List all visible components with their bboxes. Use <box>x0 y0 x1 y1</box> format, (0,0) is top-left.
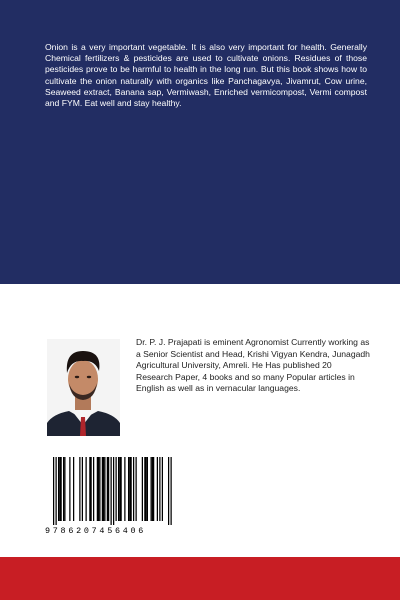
barcode-bar <box>128 457 129 521</box>
barcode-bar <box>129 457 130 521</box>
author-portrait-image <box>47 339 120 436</box>
isbn-barcode <box>45 457 179 539</box>
barcode-bar <box>89 457 90 521</box>
barcode-bar <box>147 457 148 521</box>
barcode-bar <box>64 457 65 521</box>
barcode-bar <box>69 457 70 521</box>
barcode-bar <box>111 457 112 525</box>
barcode-bar <box>151 457 152 521</box>
barcode-bar <box>159 457 160 521</box>
barcode-bar <box>146 457 147 521</box>
barcode-bar <box>63 457 64 521</box>
barcode-bar <box>103 457 104 521</box>
barcode-bar <box>157 457 158 521</box>
barcode-bar <box>108 457 109 521</box>
barcode-bar <box>53 457 54 525</box>
barcode-bar <box>152 457 153 521</box>
barcode-bar <box>142 457 143 521</box>
barcode-bar <box>82 457 83 521</box>
barcode-bar <box>98 457 99 521</box>
barcode-bar <box>162 457 163 521</box>
barcode-bar <box>102 457 103 521</box>
barcode-bar <box>133 457 134 521</box>
barcode-bar <box>171 457 172 525</box>
barcode-bars <box>45 457 179 525</box>
book-description: Onion is a very important vegetable. It is also very important for health. Generally Chemical fertilizers & pesticides are used to cultivate onions. Residues of those pesticides prove to be harmful to health in the long run. But this book shows how to cultivate the onion naturally with organics like Panchagavya, Jivamrut, Cow urine, Seaweed extract, Banana sap, Vermiwash, Enriched vermicompost, Vermi compost and FYM. Eat well and stay healthy. <box>45 42 367 109</box>
barcode-bar <box>107 457 108 521</box>
barcode-bar <box>58 457 59 521</box>
barcode-bar <box>99 457 100 521</box>
barcode-bar <box>93 457 94 521</box>
barcode-bar <box>56 457 57 525</box>
barcode-bar <box>118 457 119 521</box>
barcode-bar <box>124 457 125 521</box>
barcode-bar <box>59 457 60 521</box>
bottom-color-band <box>0 557 400 600</box>
barcode-number: 9786207456406 <box>45 526 147 536</box>
barcode-bar <box>73 457 74 521</box>
barcode-bar <box>86 457 87 521</box>
barcode-bar <box>119 457 120 521</box>
back-cover-top-panel <box>0 0 400 284</box>
barcode-bar <box>136 457 137 521</box>
author-photo <box>47 339 120 436</box>
barcode-bar <box>153 457 154 521</box>
barcode-bar <box>131 457 132 521</box>
barcode-bar <box>61 457 62 521</box>
author-bio: Dr. P. J. Prajapati is eminent Agronomist Currently working as a Senior Scientist and Head, Krishi Vigyan Kendra, Junagadh Agricultural University, Amreli. He Has published 20 Research Paper, 4 books and so many Popular articles in English as well as in vernacular languages. <box>136 337 370 393</box>
barcode-bar <box>121 457 122 521</box>
barcode-bar <box>113 457 114 525</box>
barcode-bar <box>168 457 169 525</box>
barcode-bar <box>91 457 92 521</box>
barcode-bar <box>104 457 105 521</box>
barcode-bar <box>97 457 98 521</box>
barcode-bar <box>116 457 117 521</box>
barcode-bar <box>79 457 80 521</box>
barcode-bar <box>144 457 145 521</box>
